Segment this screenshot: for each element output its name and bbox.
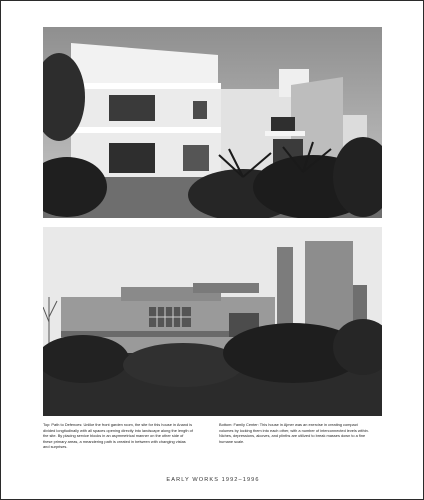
caption-top-photo: Top: Path to Defences: Unlike the front garden room, the site for this house in Anand is divided longitudinally with all spaces opening directly into landscape along the length of the site. By placing service blocks in an asymmetrical manner on the other side of these primary areas, a meandering path is created in between with changing vistas and surprises. bbox=[43, 422, 193, 449]
top-photograph bbox=[43, 27, 382, 218]
bottom-photograph bbox=[43, 227, 382, 416]
caption-bottom-photo: Bottom: Family Center: This house in Ajmer was an exercise in creating compact volumes by locking them into each other, with a number of interconnected levels within. Niches, depressions, alcoves, and plinths are utilized to break masses down to a fine humane scale. bbox=[219, 422, 369, 444]
page-footer: EARLY WORKS 1992–1996 bbox=[166, 477, 260, 483]
house-anand-image bbox=[43, 27, 382, 218]
house-ajmer-image bbox=[43, 227, 382, 416]
